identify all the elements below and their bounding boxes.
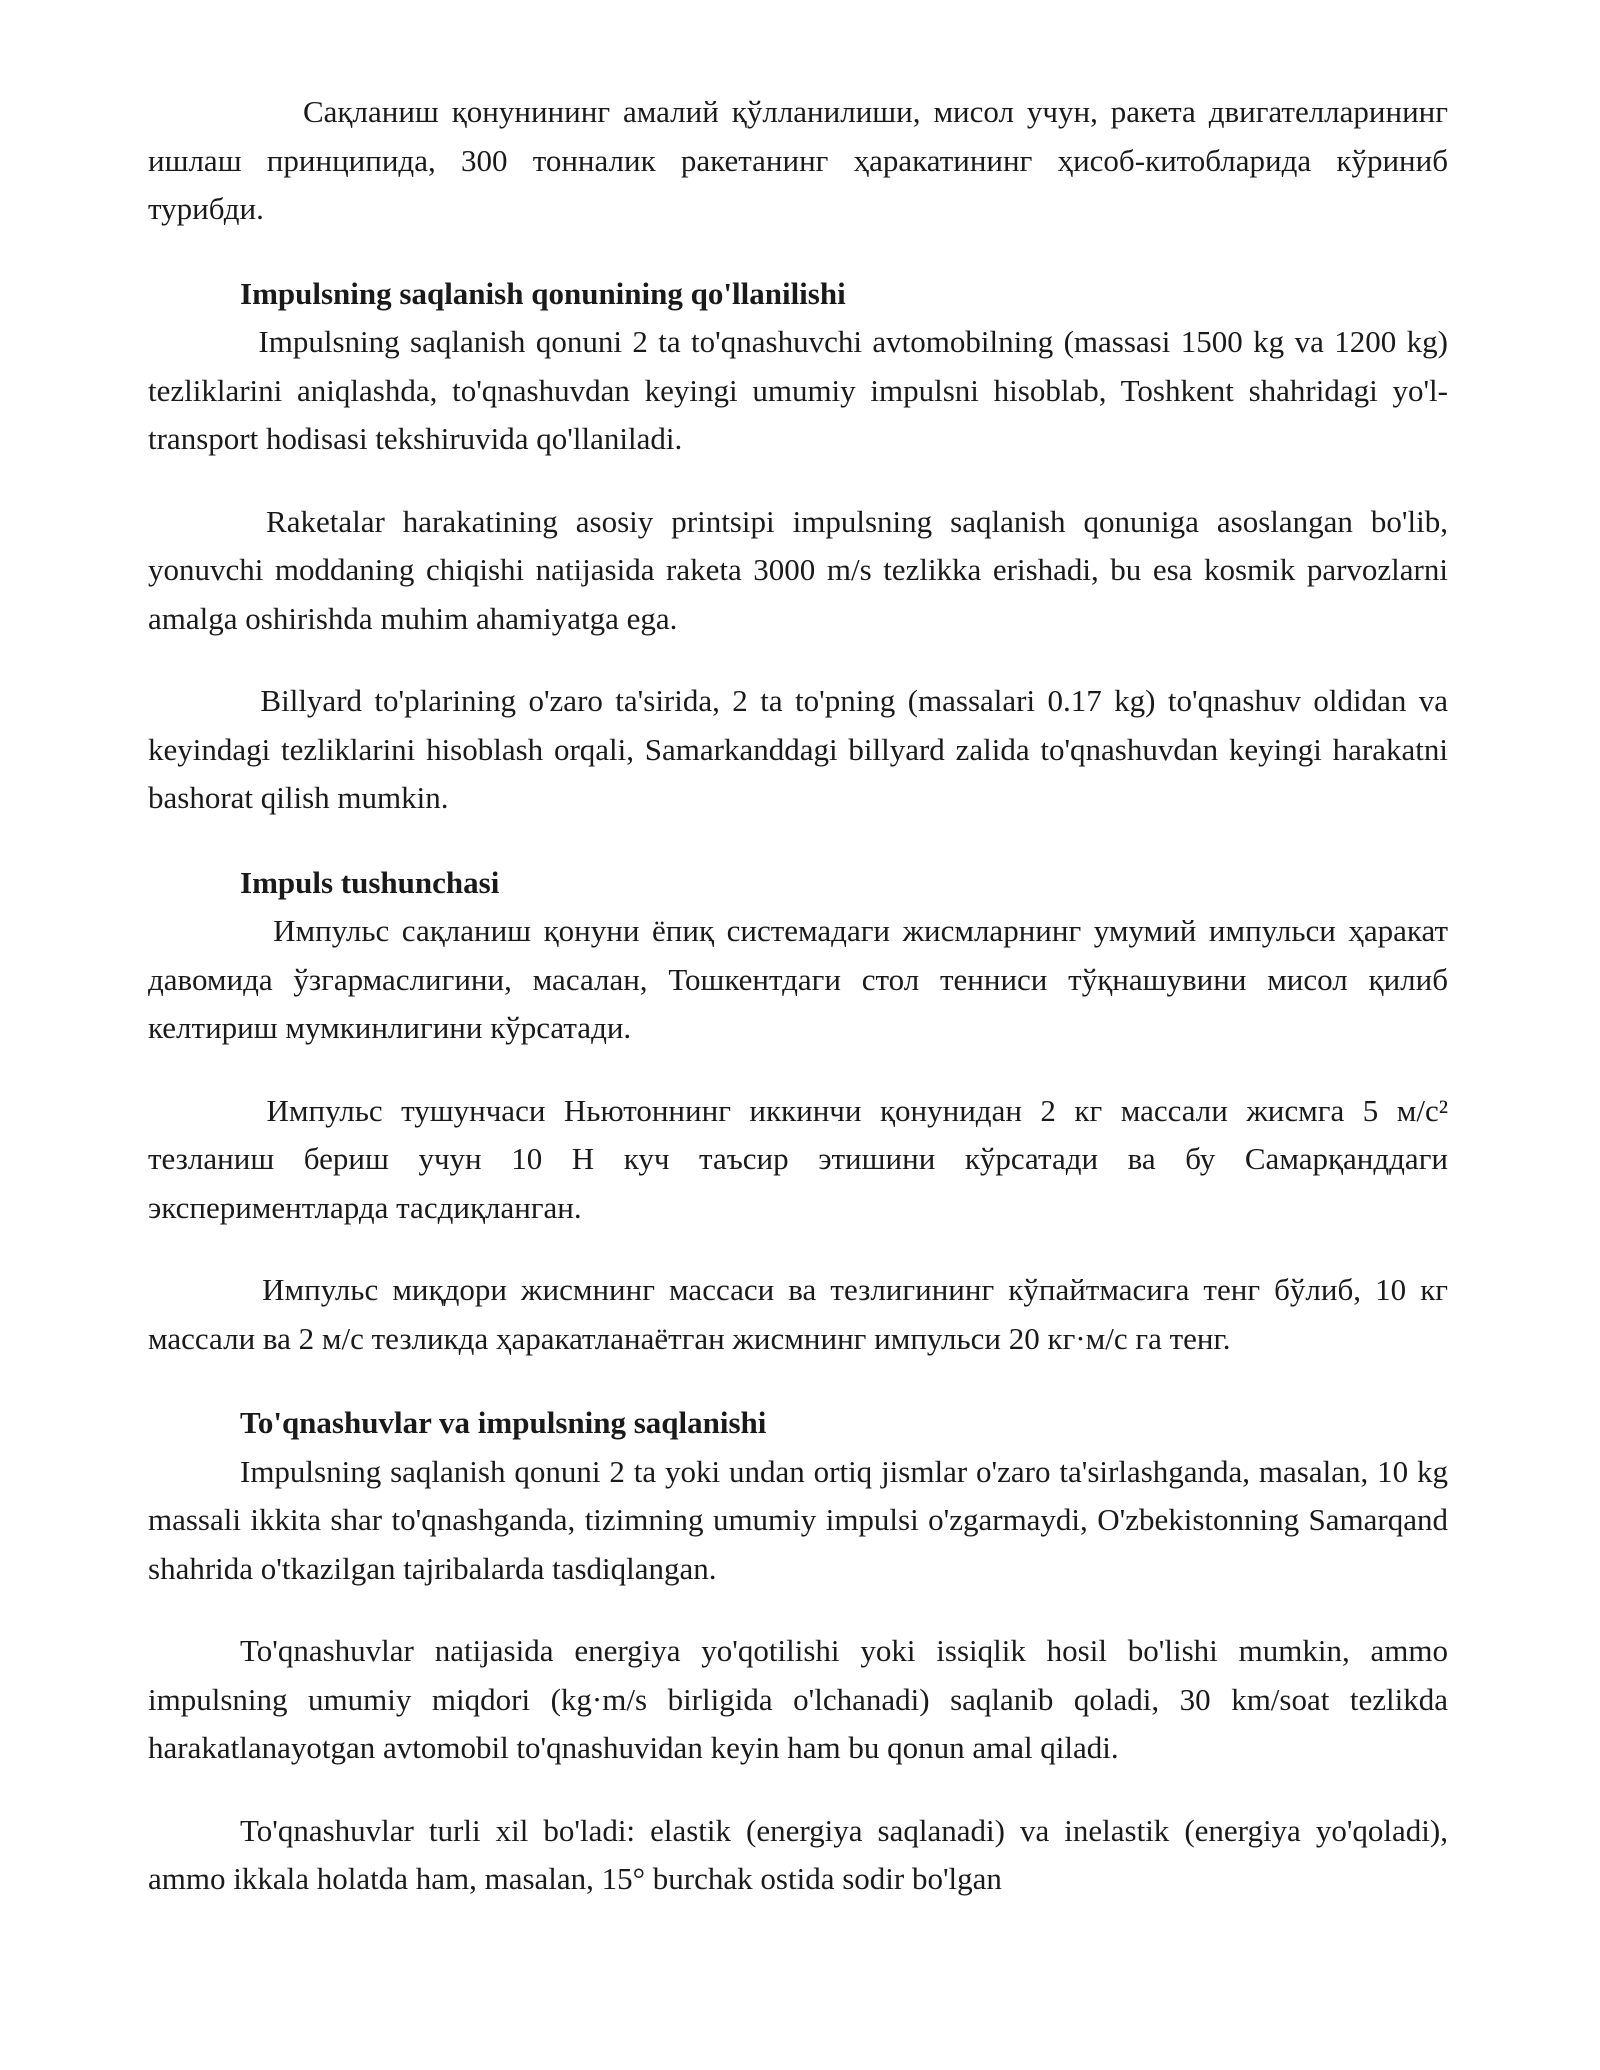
section-heading-impulse-conservation-application: Impulsning saqlanish qonunining qo'llanilishi (240, 275, 846, 311)
paragraph-two-bodies: Impulsning saqlanish qonuni 2 ta yoki undan ortiq jismlar o'zaro ta'sirlashganda, masalan, 10 kg massali ikkita shar to'qnashganda, tizimning umumiy impulsi o'zgarmaydi, O'zbekistonning Samarqand shahrida o'tkazilgan tajribalarda tasdiqlangan. (148, 1453, 1448, 1586)
paragraph-newton-second-law: Импульс тушунчаси Ньютоннинг иккинчи қонунидан 2 кг массали жисмга 5 м/с² тезланиш бериш учун 10 Н куч таъсир этишини кўрсатади ва бу Самарқанддаги экспериментларда тасдиқланган. (148, 1092, 1456, 1225)
paragraph-momentum-quantity: Импульс миқдори жисмнинг массаси ва тезлигининг кўпайтмасига тенг бўлиб, 10 кг массали ва 2 м/с тезликда ҳаракатланаётган жисмнинг импульси 20 кг·м/с га тенг. (148, 1272, 1456, 1356)
paragraph-car-collision: Impulsning saqlanish qonuni 2 ta to'qnashuvchi avtomobilning (massasi 1500 kg va 1200 kg) tezliklarini aniqlashda, to'qnashuvdan keyingi umumiy impulsni hisoblab, Toshkent shahridagi yo'l-transport hodisasi tekshiruvida qo'llaniladi. (148, 324, 1456, 456)
paragraph-billiards: Billyard to'plarining o'zaro ta'sirida, 2 ta to'pning (massalari 0.17 kg) to'qnashuv oldidan va keyindagi tezliklarini hisoblash orqali, Samarkanddagi billyard zalida to'qnashuvdan keyingi harakatni bashorat qilish mumkin. (148, 683, 1456, 815)
paragraph-energy-loss: To'qnashuvlar natijasida energiya yo'qotilishi yoki issiqlik hosil bo'lishi mumkin, ammo impulsning umumiy miqdori (kg·m/s birligida o'lchanadi) saqlanib qoladi, 30 km/soat tezlikda harakatlanayotgan avtomobil to'qnashuvidan keyin ham bu qonun amal qiladi. (148, 1633, 1448, 1765)
paragraph-collision-types: To'qnashuvlar turli xil bo'ladi: elastik (energiya saqlanadi) va inelastik (energiya yo'qoladi), ammo ikkala holatda ham, masalan, 15° burchak ostida sodir bo'lgan (148, 1812, 1448, 1896)
intro-paragraph: Сақланиш қонунининг амалий қўлланилиши, мисол учун, ракета двигателларининг ишлаш принципида, 300 тонналик ракетанинг ҳаракатининг ҳисоб-китобларида кўриниб турибди. (148, 94, 1448, 226)
paragraph-closed-system: Импульс сақланиш қонуни ёпиқ системадаги жисмларнинг умумий импульси ҳаракат давомида ўзгармаслигини, масалан, Тошкентдаги стол тенниси тўқнашувини мисол қилиб келтириш мумкинлигини кўрсатади. (148, 913, 1456, 1045)
section-heading-impulse-concept: Impuls tushunchasi (240, 864, 500, 900)
document-page (148, 88, 1456, 1938)
section-heading-collisions: To'qnashuvlar va impulsning saqlanishi (240, 1405, 767, 1440)
paragraph-rockets: Raketalar harakatining asosiy printsipi impulsning saqlanish qonuniga asoslangan bo'lib, yonuvchi moddaning chiqishi natijasida raketa 3000 m/s tezlikka erishadi, bu esa kosmik parvozlarni amalga oshirishda muhim ahamiyatga ega. (148, 503, 1456, 636)
